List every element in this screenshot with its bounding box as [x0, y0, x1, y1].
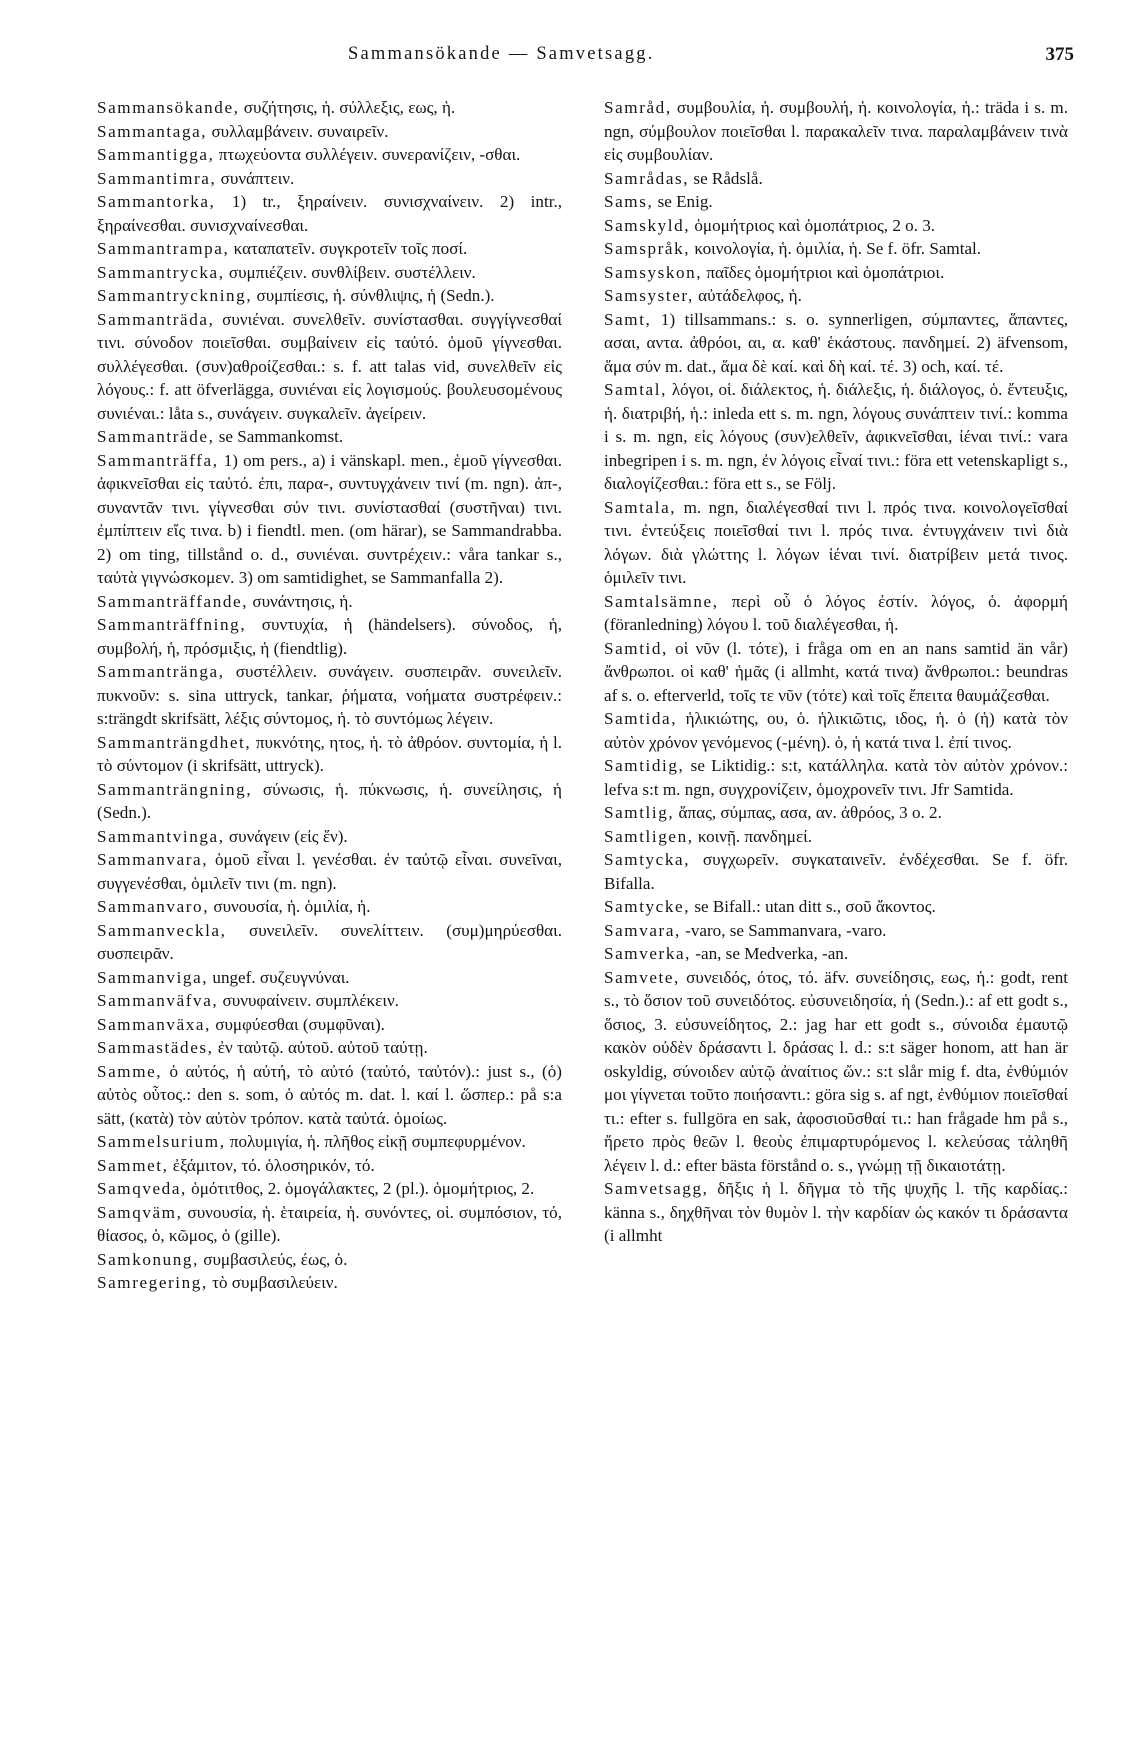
entry-definition: παῖδες ὁμομήτριοι καὶ ὁμοπάτριοι.: [702, 262, 945, 282]
entry-definition: κοινῇ. πανδημεί.: [693, 826, 812, 846]
running-head: Sammansökande — Samvetsagg.: [348, 44, 655, 64]
dictionary-entry: [97, 825, 562, 849]
entry-headword: Sammantigga,: [97, 145, 215, 164]
dictionary-entry: [97, 1130, 562, 1154]
entry-headword: Sammanträda,: [97, 309, 215, 329]
entry-headword: Sammanvara,: [97, 850, 209, 869]
dictionary-entry: [604, 942, 1068, 966]
entry-headword: Sammanträffande,: [97, 591, 249, 611]
dictionary-entry: [97, 120, 562, 144]
entry-headword: Sammanväfva,: [97, 991, 219, 1010]
dictionary-entry: [97, 190, 562, 237]
entry-definition: συμπιέζειν. συνθλίβειν. συστέλλειν.: [224, 262, 476, 282]
dictionary-entry: [97, 1271, 562, 1295]
entry-definition: συγχωρεῖν. συγκαταινεῖν. ἐνδέχεσθαι. Se f. öfr. Bifalla.: [604, 850, 1068, 893]
entry-headword: Samtid,: [604, 638, 668, 658]
dictionary-entry: [97, 143, 562, 167]
entry-headword: Samtalsämne,: [604, 591, 719, 611]
dictionary-entry: [604, 966, 1068, 1178]
dictionary-entry: [604, 378, 1068, 496]
entry-definition: ὁμοῦ εἶναι l. γενέσθαι. ἐν ταὐτῷ εἶναι. συνεῖναι, συγγενέσθαι, ὁμιλεῖν τινι (m. ngn).: [97, 850, 562, 893]
entry-headword: Samtycke,: [604, 897, 691, 916]
entry-definition: ἅπας, σύμπας, ασα, αν. ἀθρόος, 3 o. 2.: [674, 803, 942, 822]
dictionary-entry: [604, 214, 1068, 238]
dictionary-entry: [97, 919, 562, 966]
entry-headword: Samtida,: [604, 709, 678, 728]
dictionary-entry: [604, 237, 1068, 261]
entry-definition: se Rådslå.: [689, 168, 763, 188]
dictionary-entry: [604, 637, 1068, 708]
entry-definition: συμπίεσις, ἡ. σύνθλιψις, ἡ (Sedn.).: [252, 286, 495, 305]
entry-headword: Sammanträffa,: [97, 450, 219, 470]
entry-definition: λόγοι, οἱ. διάλεκτος, ἡ. διάλεξις, ἡ. διάλογος, ὁ. ἔντευξις, ἡ. διατριβή, ἡ.: inleda ett s. m. ngn, λόγους συνάπτειν τινί.: komma i s. m. ngn, εἰς λόγους (συν)ελθεῖν, ἀφικνεῖσθαι, ἰέναι τινί.: vara inbegripen i s. m. ngn, ἐν λόγοις εἶναί τινι.: föra ett vetenskapligt s., διαλογίζεσθαι.: föra ett s., se Följ.: [604, 380, 1068, 493]
dictionary-entry: [97, 778, 562, 825]
entry-definition: τὸ συμβασιλεύειν.: [207, 1273, 338, 1292]
dictionary-entry: [97, 1177, 562, 1201]
entry-headword: Sammelsurium,: [97, 1132, 226, 1151]
entry-headword: Sammantryckning,: [97, 286, 253, 305]
dictionary-entry: [97, 1248, 562, 1272]
entry-definition: δῆξις ἡ l. δῆγμα τὸ τῆς ψυχῆς l. τῆς καρδίας.: känna s., δηχθῆναι τὸν θυμὸν l. τὴν καρδίαν ὡς κακόν τι δράσαντα (i allmht: [604, 1179, 1068, 1245]
entry-headword: Samkonung,: [97, 1249, 199, 1269]
dictionary-entry: [97, 1013, 562, 1037]
entry-definition: ὁμότιτθος, 2. ὁμογάλακτες, 2 (pl.). ὁμομήτριος, 2.: [186, 1179, 535, 1198]
entry-definition: κοινολογία, ἡ. ὁμιλία, ἡ. Se f. öfr. Samtal.: [690, 239, 982, 258]
entry-definition: συλλαμβάνειν. συναιρεῖν.: [207, 121, 389, 141]
dictionary-entry: [604, 848, 1068, 895]
entry-definition: πυκνότης, ητος, ἡ. τὸ ἀθρόον. συντομία, ἡ l. τὸ σύντομον (i skrifsätt, uttryck).: [97, 732, 562, 775]
entry-definition: συνάγειν (εἰς ἕν).: [224, 826, 348, 846]
dictionary-entry: [604, 590, 1068, 637]
dictionary-entry: [604, 754, 1068, 801]
entry-definition: αὐτάδελφος, ἡ.: [693, 286, 802, 305]
entry-definition: συντυχία, ἡ (händelsers). σύνοδος, ἡ, συμβολή, ἡ, πρόσμιξις, ἡ (fiendtlig).: [97, 615, 562, 658]
entry-definition: οἱ νῦν (l. τότε), i fråga om en an nans samtid än vår) ἄνθρωποι. οἱ καθ' ἡμᾶς (i allmht, κατά τινα) ἄνθρωποι.: beundras af s. o. efterverld, τοῖς τε νῦν (τότε) καὶ τοῖς ἔπειτα θαυμάζεσθαι.: [604, 638, 1068, 705]
entry-headword: Samt,: [604, 309, 652, 329]
entry-headword: Samvara,: [604, 920, 681, 940]
entry-headword: Sams,: [604, 192, 654, 211]
left-column: [97, 96, 562, 1295]
entry-definition: se Sammankomst.: [214, 427, 344, 446]
dictionary-entry: [97, 308, 562, 426]
entry-definition: συνειλεῖν. συνελίττειν. (συμ)μηρύεσθαι. συσπειρᾶν.: [97, 920, 562, 963]
dictionary-entry: [604, 284, 1068, 308]
entry-definition: συστέλλειν. συνάγειν. συσπειρᾶν. συνειλεῖν. πυκνοῦν: s. sina uttryck, tankar, ῥήματα, νοήματα συστρέφειν.: s:trängdt skrifsätt, λέξις σύντομος, ἡ. τὸ συντόμως λέγειν.: [97, 662, 562, 728]
entry-headword: Sammanvaro,: [97, 897, 210, 916]
entry-definition: ὁ αὐτός, ἡ αὐτή, τὸ αὐτό (ταὐτό, ταὐτόν).: just s., (ὁ) αὐτὸς οὗτος.: den s. som, ὁ αὐτός m. dat. l. καί l. ὥσπερ.: på s:a sätt, (κατὰ) τὸν αὐτὸν τρόπον. κατὰ ταὐτά. ὁμοίως.: [97, 1061, 562, 1128]
entry-headword: Sammantaga,: [97, 121, 208, 141]
dictionary-entry: [604, 1177, 1068, 1248]
entry-headword: Samqveda,: [97, 1179, 187, 1198]
entry-definition: συνυφαίνειν. συμπλέκειν.: [218, 991, 399, 1010]
entry-definition: συνάντησις, ἡ.: [248, 591, 353, 611]
dictionary-entry: [97, 96, 562, 120]
dictionary-entry: [97, 731, 562, 778]
entry-definition: 1) tr., ξηραίνειν. συνισχναίνειν. 2) intr., ξηραίνεσθαι. συνισχναίνεσθαι.: [97, 192, 562, 235]
entry-definition: 1) om pers., a) i vänskapl. men., ἑμοῦ γίγνεσθαι. ἀφικνεῖσθαι εἰς ταὐτό. ἐπι, παρα-, συντυγχάνειν τινί (m. ngn). ἀπ-, συναντᾶν τινι. γίγνεσθαι σύν τινι. συνίστασθαί (συστῆναι) τινι. ἐμπίπτειν εἴς τινα. b) i fiendtl. men. (om härar), se Sammandrabba. 2) om ting, tillstånd o. d., συνιέναι. συντρέχειν.: våra tankar s., ταὐτὰ γιγνώσκομεν. 3) om samtidighet, se Sammanfalla 2).: [97, 450, 562, 587]
entry-definition: se Liktidig.: s:t, κατάλληλα. κατὰ τὸν αὐτὸν χρόνον.: lefva s:t m. ngn, συγχρονίζειν, ὁμοχρονεῖν τινι. Jfr Samtida.: [604, 756, 1068, 799]
entry-definition: συνιέναι. συνελθεῖν. συνίστασθαι. συγγίγνεσθαί τινι. σύνοδον ποιεῖσθαι. συμβαίνειν εἰς ταὐτό. ὁμοῦ γίγνεσθαι. συλλέγεσθαι. (συν)αθροίζεσθαι.: s. f. att talas vid, συνελθεῖν εἰς λόγους.: f. att öfverlägga, συνιέναι εἰς λογισμούς. βουλευσομένους συνιέναι.: låta s., συνάγειν. συγκαλεῖν. ἀγείρειν.: [97, 309, 562, 423]
entry-definition: πτωχεύοντα συλλέγειν. συνερανίζειν, -σθαι.: [214, 145, 521, 164]
entry-headword: Sammanträde,: [97, 427, 215, 446]
entry-headword: Samtlig,: [604, 803, 675, 822]
entry-definition: περὶ οὗ ὁ λόγος ἐστίν. λόγος, ὁ. ἀφορμή (föranledning) λόγου l. τοῦ διαλέγεσθαι, ἡ.: [604, 591, 1068, 634]
right-column: [604, 96, 1068, 1248]
entry-definition: σύνωσις, ἡ. πύκνωσις, ἡ. συνείλησις, ἡ (Sedn.).: [97, 779, 562, 822]
entry-headword: Sammantvinga,: [97, 826, 225, 846]
dictionary-entry: [604, 801, 1068, 825]
entry-headword: Samtidig,: [604, 756, 685, 775]
dictionary-entry: [604, 167, 1068, 191]
entry-headword: Sammanträngа,: [97, 662, 225, 681]
entry-definition: ἐν ταὐτῷ. αὐτοῦ. αὐτοῦ ταύτῃ.: [213, 1038, 428, 1057]
dictionary-entry: [97, 848, 562, 895]
dictionary-entry: [97, 284, 562, 308]
entry-headword: Sammantimra,: [97, 168, 217, 188]
entry-headword: Samtal,: [604, 380, 667, 399]
dictionary-entry: [97, 1201, 562, 1248]
entry-definition: συνουσία, ἡ. ἑταιρεία, ἡ. συνόντες, οἱ. συμπόσιον, τό, θίασος, ὁ, κῶμος, ὁ (gille).: [97, 1202, 562, 1245]
dictionary-entry: [97, 449, 562, 590]
entry-headword: Sammanviga,: [97, 967, 209, 987]
entry-headword: Samsyskon,: [604, 262, 703, 282]
entry-headword: Sammastädes,: [97, 1038, 214, 1057]
entry-definition: συμβουλία, ἡ. συμβουλή, ἡ. κοινολογία, ἡ.: träda i s. m. ngn, σύμβουλον ποιεῖσθαι l. παρακαλεῖν τινα. παραλαμβάνειν τινὰ εἰς συμβουλίαν.: [604, 98, 1068, 164]
entry-headword: Samvete,: [604, 967, 680, 987]
dictionary-entry: [97, 660, 562, 731]
entry-headword: Sammansökande,: [97, 98, 240, 117]
dictionary-entry: [97, 1060, 562, 1131]
entry-headword: Samtala,: [604, 497, 677, 517]
entry-headword: Sammantrycka,: [97, 262, 225, 282]
entry-definition: συνουσία, ἡ. ὁμιλία, ἡ.: [209, 897, 371, 916]
entry-definition: ungef. συζευγνύναι.: [208, 967, 350, 987]
entry-headword: Sammanträffning,: [97, 615, 247, 634]
entry-definition: πολυμιγία, ἡ. πλῆθος εἰκῇ συμπεφυρμένον.: [225, 1132, 526, 1151]
dictionary-entry: [97, 895, 562, 919]
entry-headword: Samsyster,: [604, 286, 694, 305]
dictionary-entry: [604, 707, 1068, 754]
entry-definition: se Enig.: [653, 192, 713, 211]
dictionary-entry: [97, 237, 562, 261]
entry-headword: Samverka,: [604, 944, 692, 963]
dictionary-entry: [604, 190, 1068, 214]
entry-headword: Samregering,: [97, 1273, 208, 1292]
entry-definition: συμβασιλεύς, έως, ὁ.: [198, 1249, 348, 1269]
entry-headword: Sammanträngning,: [97, 779, 253, 799]
entry-headword: Sammantrampa,: [97, 239, 230, 258]
dictionary-entry: [97, 167, 562, 191]
entry-definition: ὁμομήτριος καὶ ὁμοπάτριος, 2 o. 3.: [690, 215, 936, 235]
entry-headword: Samvetsagg,: [604, 1179, 709, 1198]
entry-definition: m. ngn, διαλέγεσθαί τινι l. πρός τινα. κοινολογεῖσθαί τινι. ἐντεύξεις ποιεῖσθαί τινι l. πρός τινα. ἐντυγχάνειν τινὶ διὰ λόγων. διὰ γλώττης l. λόγων ἰέναι τινί. διατρίβειν μετά τινος. ὁμιλεῖν τινι.: [604, 497, 1068, 587]
dictionary-entry: [97, 989, 562, 1013]
dictionary-entry: [97, 1154, 562, 1178]
dictionary-entry: [604, 96, 1068, 167]
dictionary-entry: [97, 590, 562, 614]
dictionary-entry: [97, 261, 562, 285]
entry-headword: Sammanväxa,: [97, 1014, 211, 1034]
dictionary-entry: [97, 613, 562, 660]
entry-headword: Samråd,: [604, 98, 672, 117]
dictionary-entry: [97, 966, 562, 990]
entry-definition: ἡλικιώτης, ου, ὁ. ἡλικιῶτις, ιδος, ἡ. ὁ (ἡ) κατὰ τὸν αὐτὸν χρόνον γενόμενος (-μένη). ὁ, ἡ κατά τινα l. ἐπί τινος.: [604, 709, 1068, 752]
entry-definition: συμφύεσθαι (συμφῦναι).: [210, 1014, 385, 1034]
entry-headword: Sammet,: [97, 1155, 169, 1175]
entry-definition: συνάπτειν.: [216, 168, 295, 188]
entry-headword: Samtycka,: [604, 850, 691, 869]
page-number: 375: [1045, 44, 1074, 65]
entry-headword: Samrådas,: [604, 168, 690, 188]
entry-definition: συνειδός, ότος, τό. äfv. συνείδησις, εως, ἡ.: godt, rent s., τὸ ὅσιον τοῦ συνειδότος. εὐσυνειδησία, ἡ (Sedn.).: af ett godt s., ὅσιος, 3. εὐσυνείδητος, 2.: jag har ett godt s., σύνοιδα ἐμαυτῷ κακὸν οὐδὲν δράσαντι l. δράσας l. d.: s:t säger honom, att han är oskyldig, σύνοιδεν αὑτῷ ἀναίτιος ὤν.: s:t slår mig f. dta, ἐνθύμιόν μοι γίγνεται τοῦτο ποιήσαντι.: göra sig s. af ngt, ἐνθύμιον ποιεῖσθαί τι.: efter s. fullgöra en sak, ἀφοσιοῦσθαί τι.: han frågade hm på s., ἤρετο πρὸς θεῶν l. θεοὺς ἐπιμαρτυρόμενος l. κελεύσας τἀληθῆ λέγειν l. d.: efter bästa förstånd o. s., γνώμῃ τῇ δικαιοτάτῃ.: [604, 967, 1068, 1175]
entry-headword: Sammantorka,: [97, 192, 216, 211]
entry-definition: se Bifall.: utan ditt s., σοῦ ἄκοντος.: [690, 897, 936, 916]
dictionary-entry: [604, 919, 1068, 943]
entry-headword: Sammanveckla,: [97, 920, 227, 940]
entry-definition: -an, se Medverka, -an.: [691, 944, 849, 963]
entry-definition: συζήτησις, ἡ. σύλλεξις, εως, ἡ.: [239, 98, 456, 117]
dictionary-entry: [604, 308, 1068, 379]
entry-definition: ἐξάμιτον, τό. ὁλοσηρικόν, τό.: [168, 1155, 375, 1175]
dictionary-entry: [604, 895, 1068, 919]
entry-definition: καταπατεῖν. συγκροτεῖν τοῖς ποσί.: [229, 239, 468, 258]
dictionary-entry: [97, 425, 562, 449]
dictionary-entry: [97, 1036, 562, 1060]
entry-headword: Samspråk,: [604, 239, 691, 258]
entry-definition: 1) tillsammans.: s. o. synnerligen, σύμπαντες, ἅπαντες, ασαι, αντα. ἀθρόοι, αι, α. καθ' ἑκάστους. πανδημεί. 2) äfvensom, ἅμα σύν m. dat., ἅμα δὲ καί. καὶ δὴ καί. τέ. 3) och, καί. τέ.: [604, 309, 1068, 376]
entry-headword: Sammanträngdhet,: [97, 732, 252, 752]
entry-headword: Samskyld,: [604, 215, 691, 235]
dictionary-entry: [604, 825, 1068, 849]
entry-headword: Samtligen,: [604, 826, 694, 846]
entry-headword: Samme,: [97, 1061, 163, 1081]
entry-definition: -varo, se Sammanvara, -varo.: [680, 920, 887, 940]
dictionary-entry: [604, 261, 1068, 285]
entry-headword: Samqväm,: [97, 1202, 183, 1222]
page-header: [0, 44, 1136, 74]
dictionary-entry: [604, 496, 1068, 590]
